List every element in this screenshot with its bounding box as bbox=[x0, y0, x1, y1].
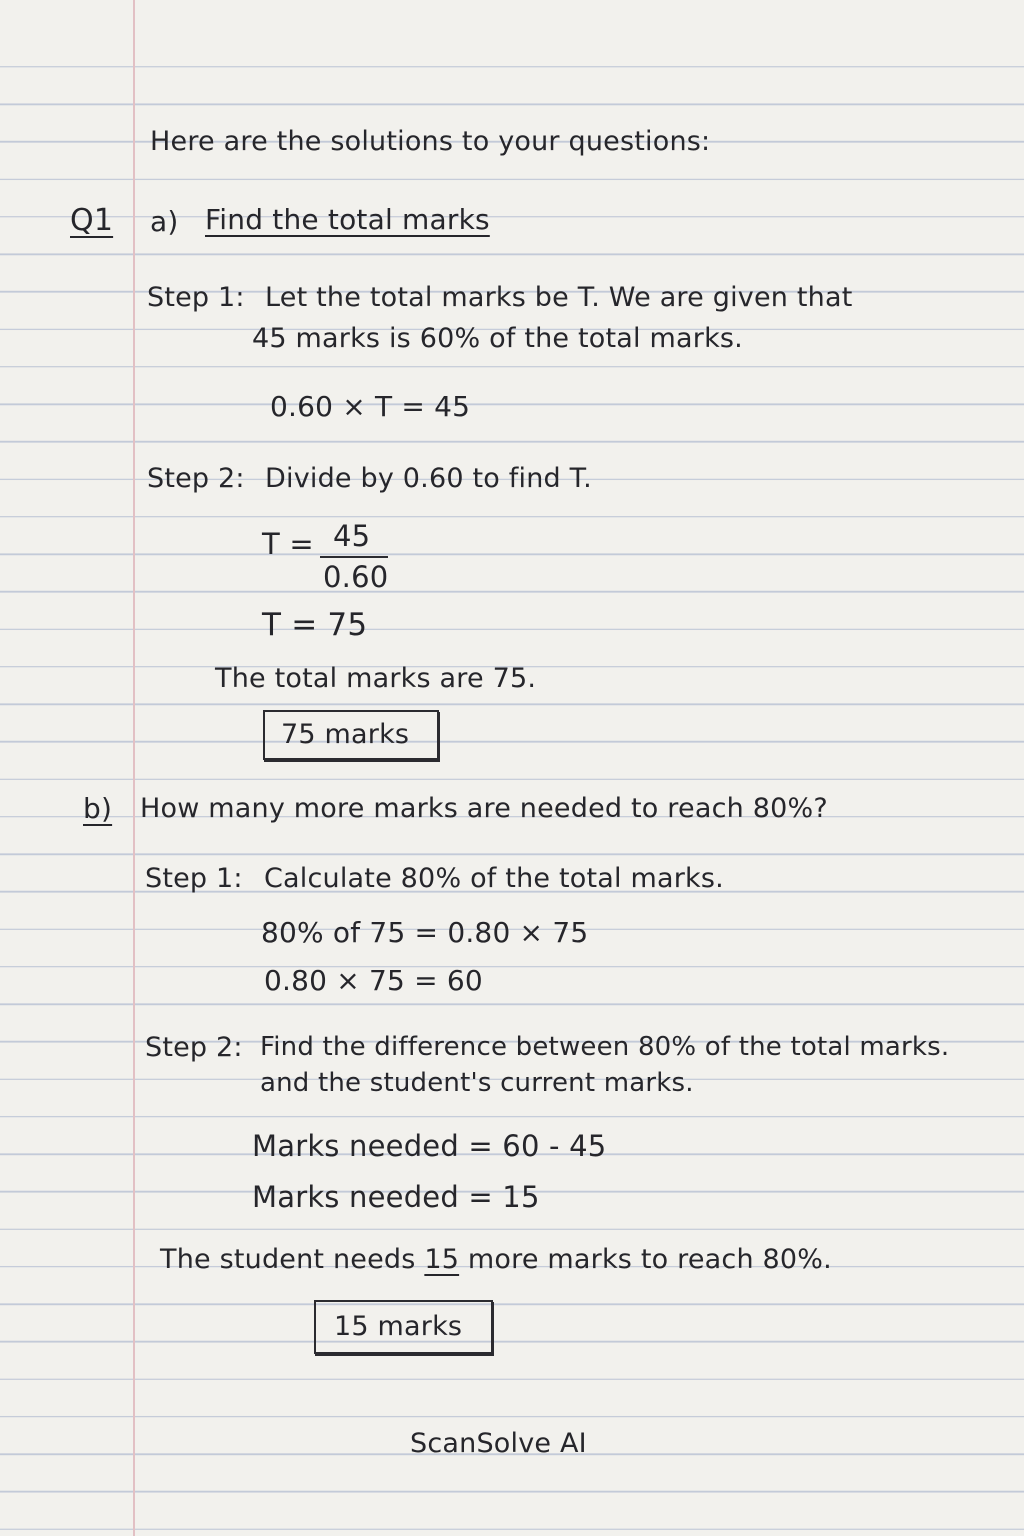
fraction-lhs: T = bbox=[262, 527, 314, 561]
marks-needed-result: Marks needed = 15 bbox=[252, 1180, 540, 1214]
step-text: Calculate 80% of the total marks. bbox=[264, 863, 724, 894]
answer-text: 15 marks bbox=[334, 1311, 463, 1342]
conclusion-text: The total marks are 75. bbox=[215, 663, 537, 694]
conclusion-text bbox=[160, 1246, 832, 1273]
fraction-bar bbox=[320, 556, 388, 558]
step-label: Step 1: bbox=[145, 863, 243, 894]
result-equation: T = 75 bbox=[262, 607, 368, 643]
step-text: Divide by 0.60 to find T. bbox=[265, 463, 592, 494]
step-label: Step 2: bbox=[147, 463, 245, 494]
part-b-label: b) bbox=[83, 792, 113, 825]
fraction-numerator: 45 bbox=[333, 519, 371, 553]
part-a-label: a) bbox=[150, 205, 179, 238]
answer-text: 75 marks bbox=[281, 719, 410, 750]
step-label: Step 2: bbox=[145, 1032, 243, 1063]
step-text: 45 marks is 60% of the total marks. bbox=[252, 323, 743, 354]
conclusion-number: 15 bbox=[424, 1244, 460, 1275]
step-text: and the student's current marks. bbox=[260, 1068, 694, 1098]
conclusion-post: more marks to reach 80%. bbox=[467, 1244, 832, 1275]
step-label: Step 1: bbox=[147, 282, 245, 313]
conclusion-pre: The student needs bbox=[160, 1244, 416, 1275]
margin-line bbox=[133, 0, 135, 1536]
part-b-title: How many more marks are needed to reach 80%? bbox=[140, 793, 828, 824]
calculation: 80% of 75 = 0.80 × 75 bbox=[261, 916, 589, 949]
question-label: Q1 bbox=[70, 203, 114, 238]
calculation: 0.80 × 75 = 60 bbox=[264, 964, 483, 997]
equation: 0.60 × T = 45 bbox=[270, 390, 471, 423]
step-text: Find the difference between 80% of the total marks. bbox=[260, 1032, 950, 1062]
marks-needed-equation: Marks needed = 60 - 45 bbox=[252, 1129, 607, 1163]
answer-box bbox=[314, 1300, 493, 1354]
answer-box bbox=[263, 710, 439, 760]
step-text: Let the total marks be T. We are given that bbox=[265, 282, 853, 313]
footer-brand: ScanSolve AI bbox=[410, 1428, 587, 1459]
part-a-title: Find the total marks bbox=[205, 203, 490, 236]
fraction-denominator: 0.60 bbox=[323, 560, 389, 594]
intro-text: Here are the solutions to your questions: bbox=[150, 126, 711, 157]
